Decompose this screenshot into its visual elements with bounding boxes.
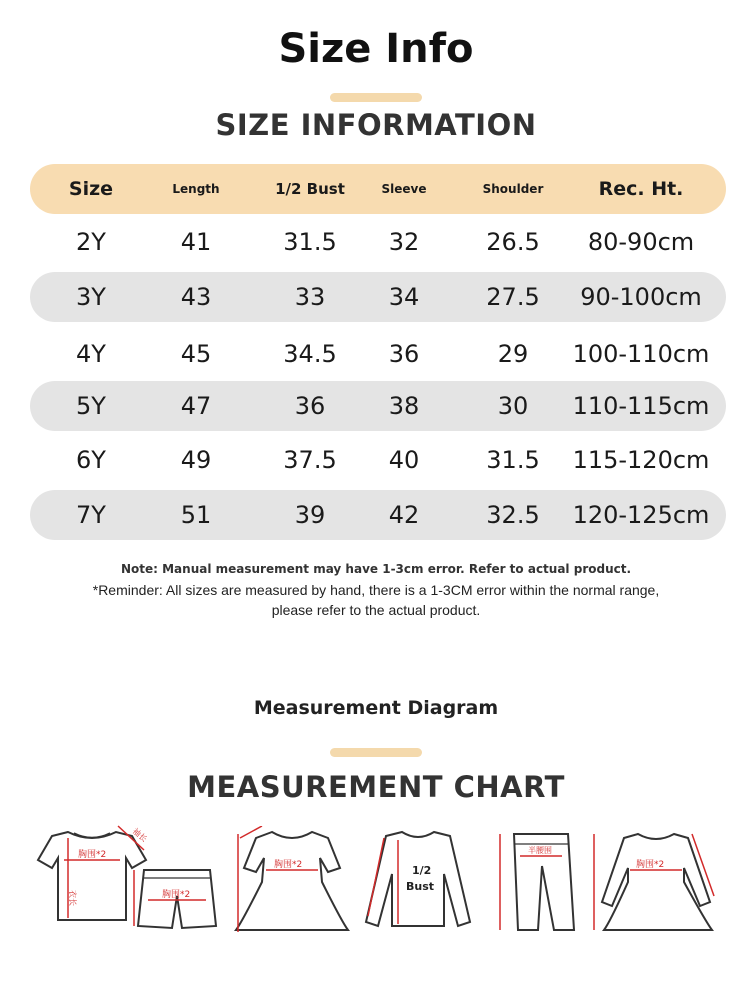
cell-size: 2Y xyxy=(76,228,106,256)
cell-shoulder: 30 xyxy=(497,392,529,420)
cell-sleeve: 40 xyxy=(388,446,420,474)
header-rec-height: Rec. Ht. xyxy=(598,178,684,200)
table-row xyxy=(30,381,726,431)
dress2-chest-label: 胸围*2 xyxy=(636,860,665,870)
cell-half-bust: 39 xyxy=(294,501,326,529)
cell-length: 49 xyxy=(180,446,212,474)
cell-shoulder: 29 xyxy=(497,340,529,368)
cell-half-bust: 34.5 xyxy=(283,340,337,368)
measurement-note: Note: Manual measurement may have 1-3cm error. Refer to actual product. xyxy=(120,562,632,576)
measurement-chart-heading: MEASUREMENT CHART xyxy=(187,770,565,804)
dress-chest-label: 胸围*2 xyxy=(274,860,303,870)
cell-length: 51 xyxy=(180,501,212,529)
cell-size: 6Y xyxy=(76,446,106,474)
table-header-row xyxy=(30,164,726,214)
length-label: 衣长 xyxy=(68,890,77,906)
cell-sleeve: 36 xyxy=(388,340,420,368)
title-accent-bar xyxy=(330,93,422,102)
table-row xyxy=(30,490,726,540)
cell-rec-height: 120-125cm xyxy=(572,501,710,529)
longsleeve-dress-diagram xyxy=(588,826,720,938)
cell-sleeve: 42 xyxy=(388,501,420,529)
bust-label-top: 1/2 xyxy=(412,864,432,877)
page-title: Size Info xyxy=(278,26,474,72)
header-length: Length xyxy=(172,182,220,196)
header-shoulder: Shoulder xyxy=(482,182,544,196)
shorts-diagram xyxy=(130,866,222,938)
cell-shoulder: 26.5 xyxy=(486,228,540,256)
cell-half-bust: 36 xyxy=(294,392,326,420)
chest-label: 胸围*2 xyxy=(78,850,107,860)
cell-half-bust: 33 xyxy=(294,283,326,311)
header-half-bust: 1/2 Bust xyxy=(275,180,345,198)
cell-size: 3Y xyxy=(76,283,106,311)
cell-size: 4Y xyxy=(76,340,106,368)
cell-half-bust: 37.5 xyxy=(283,446,337,474)
cell-size: 5Y xyxy=(76,392,106,420)
longsleeve-diagram xyxy=(358,826,478,938)
pants-diagram xyxy=(490,826,580,938)
cell-length: 41 xyxy=(180,228,212,256)
bust-label-bottom: Bust xyxy=(406,880,435,893)
cell-sleeve: 32 xyxy=(388,228,420,256)
measurement-diagram-subtitle: Measurement Diagram xyxy=(253,697,499,719)
reminder-line-2: please refer to the actual product. xyxy=(271,602,481,618)
reminder-text xyxy=(40,580,712,620)
cell-length: 45 xyxy=(180,340,212,368)
cell-size: 7Y xyxy=(76,501,106,529)
size-information-heading: SIZE INFORMATION xyxy=(215,108,537,142)
cell-rec-height: 80-90cm xyxy=(587,228,695,256)
cell-length: 47 xyxy=(180,392,212,420)
chart-accent-bar xyxy=(330,748,422,757)
cell-sleeve: 34 xyxy=(388,283,420,311)
table-row xyxy=(30,329,726,379)
sleeve-label: 袖长 xyxy=(130,826,149,844)
header-size: Size xyxy=(68,178,114,200)
cell-shoulder: 27.5 xyxy=(486,283,540,311)
cell-rec-height: 115-120cm xyxy=(572,446,710,474)
cell-rec-height: 90-100cm xyxy=(580,283,702,311)
cell-rec-height: 100-110cm xyxy=(572,340,710,368)
waist-label: 半腰围 xyxy=(528,846,552,855)
table-row xyxy=(30,435,726,485)
shorts-chest-label: 胸围*2 xyxy=(162,890,191,900)
cell-rec-height: 110-115cm xyxy=(572,392,710,420)
cell-shoulder: 32.5 xyxy=(486,501,540,529)
header-sleeve: Sleeve xyxy=(381,182,427,196)
reminder-line-1: *Reminder: All sizes are measured by hand, there is a 1-3CM error within the normal range, xyxy=(92,582,660,598)
dress-diagram xyxy=(232,826,352,938)
cell-sleeve: 38 xyxy=(388,392,420,420)
cell-shoulder: 31.5 xyxy=(486,446,540,474)
table-row xyxy=(30,272,726,322)
cell-half-bust: 31.5 xyxy=(283,228,337,256)
table-row xyxy=(30,217,726,267)
cell-length: 43 xyxy=(180,283,212,311)
